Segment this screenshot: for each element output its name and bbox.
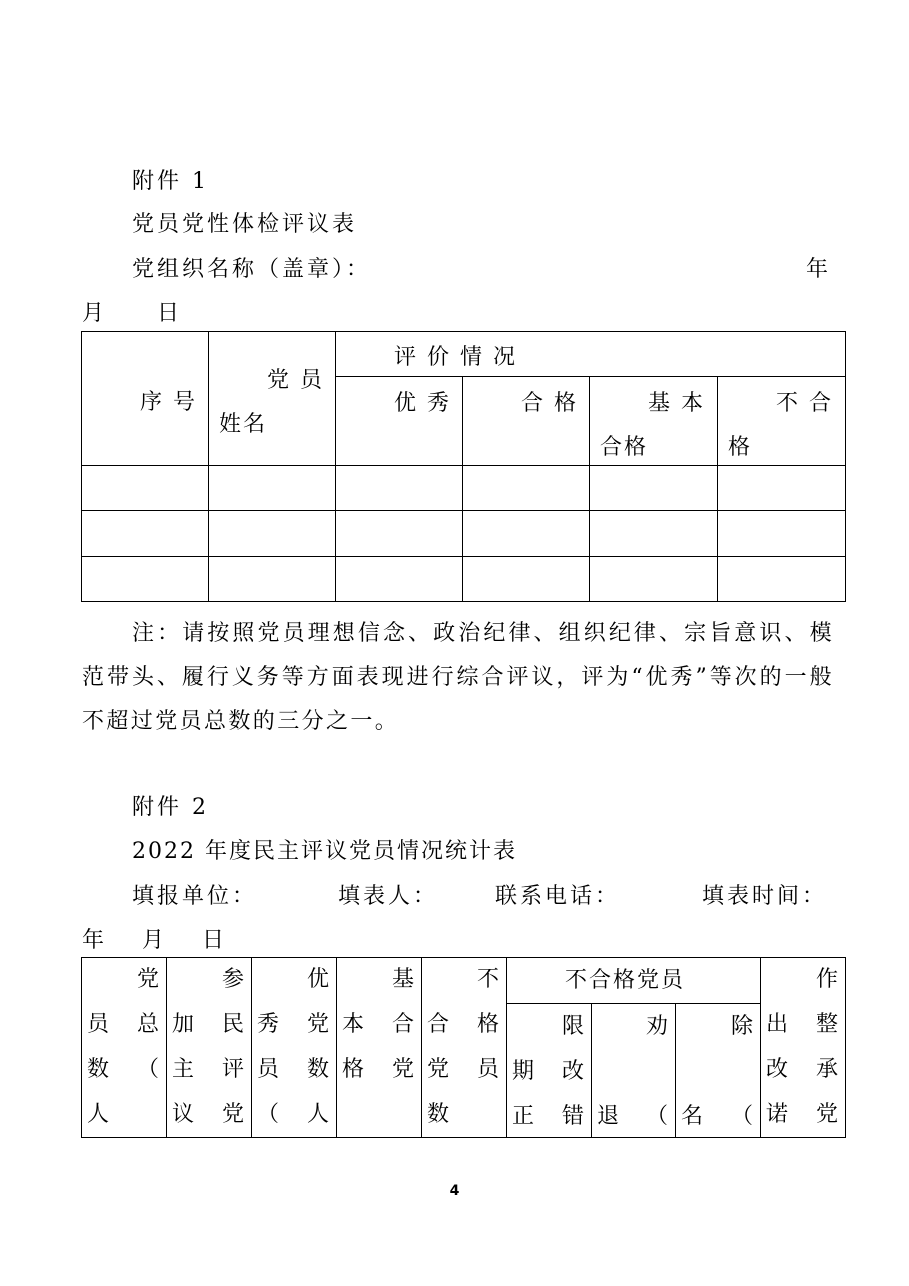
- table-cell[interactable]: [209, 511, 336, 557]
- header-excellent-text: 优 秀: [394, 391, 451, 416]
- fill-time-label: 填表时间：: [702, 884, 828, 909]
- table-row: [82, 557, 846, 602]
- c5-text: 不 合 格 党 员 数: [426, 967, 501, 1127]
- header-unqualified-text-1: 不 合: [776, 391, 833, 416]
- org-name-line: 党组织名称（盖章）：: [132, 257, 372, 282]
- header-name-text-1: 党 员: [267, 368, 324, 393]
- year-char: 年: [806, 257, 832, 282]
- c1-text: 党 员 总 数 （ 人: [86, 967, 161, 1127]
- header-excellent: [336, 377, 463, 466]
- table-cell[interactable]: [590, 557, 718, 602]
- header-seq-text: 序 号: [140, 390, 197, 415]
- table-cell[interactable]: [463, 557, 590, 602]
- header-eval-text: 评 价 情 况: [394, 345, 517, 370]
- table-cell[interactable]: [336, 557, 463, 602]
- header-rectification: [761, 958, 846, 1138]
- table-row: [82, 511, 846, 557]
- header-name: [209, 332, 336, 466]
- c6b-text: 劝 退 （: [596, 1014, 670, 1129]
- table-cell[interactable]: [336, 511, 463, 557]
- table-note: 注：请按照党员理想信念、政治纪律、组织纪律、宗旨意识、模范带头、履行义务等方面表现进行综合评议，评为“优秀”等次的一般不超过党员总数的三分之一。: [82, 621, 834, 734]
- header-basic-text-2: 合格: [600, 435, 649, 460]
- header-basic-text-1: 基 本: [648, 391, 705, 416]
- attachment1-title: 党员党性体检评议表: [132, 212, 358, 237]
- attachment2-title: 2022 年度民主评议党员情况统计表: [132, 839, 517, 864]
- table-cell[interactable]: [82, 557, 209, 602]
- table-cell[interactable]: [463, 466, 590, 511]
- header-basic-qualified: [337, 958, 422, 1138]
- month-day-line: 月 日: [82, 301, 183, 326]
- header-basic: [590, 377, 718, 466]
- header-unqualified-count: [422, 958, 507, 1138]
- c2-text: 参 加 民 主 评 议 党: [171, 967, 246, 1127]
- header-deadline-correction: [507, 1004, 592, 1138]
- c3-text: 优 秀 党 员 数 （ 人: [256, 967, 331, 1127]
- c7-text: 作 出 整 改 承 诺 党: [766, 967, 841, 1127]
- phone-label: 联系电话：: [495, 884, 621, 909]
- c6a-text: 限 期 改 正 错: [511, 1014, 586, 1129]
- attachment1-label: 附件 1: [132, 169, 209, 194]
- table-cell[interactable]: [82, 466, 209, 511]
- table-cell[interactable]: [209, 466, 336, 511]
- header-eval: [336, 332, 846, 377]
- header-excellent-count: [252, 958, 337, 1138]
- table-cell[interactable]: [590, 466, 718, 511]
- c6c-text: 除 名 （: [680, 1014, 756, 1129]
- attachment2-label: 附件 2: [132, 795, 209, 820]
- header-unqualified-group-text: 不合格党员: [565, 968, 686, 993]
- fill-unit-label: 填报单位：: [132, 884, 258, 909]
- table-cell[interactable]: [590, 511, 718, 557]
- statistics-table: [81, 957, 846, 1138]
- header-expel: [676, 1004, 761, 1138]
- header-participants: [167, 958, 252, 1138]
- table-row: [82, 466, 846, 511]
- table-cell[interactable]: [718, 511, 846, 557]
- page-number: 4: [449, 1183, 460, 1199]
- header-seq: [82, 332, 209, 466]
- table-cell[interactable]: [718, 557, 846, 602]
- evaluation-table: [81, 331, 846, 602]
- filler-label: 填表人：: [338, 884, 439, 909]
- header-qualified: [463, 377, 590, 466]
- header-unqualified: [718, 377, 846, 466]
- date-line: 年 月 日: [82, 928, 233, 953]
- header-qualified-text: 合 格: [521, 391, 578, 416]
- table-cell[interactable]: [82, 511, 209, 557]
- header-persuade-withdraw: [592, 1004, 676, 1138]
- header-unqualified-text-2: 格: [728, 435, 753, 460]
- c4-text: 基 本 合 格 党: [341, 967, 416, 1082]
- header-unqualified-group: [507, 958, 761, 1004]
- table-cell[interactable]: [336, 466, 463, 511]
- table-cell[interactable]: [718, 466, 846, 511]
- table-cell[interactable]: [209, 557, 336, 602]
- header-total-members: [82, 958, 167, 1138]
- header-name-text-2: 姓名: [219, 412, 268, 437]
- table-cell[interactable]: [463, 511, 590, 557]
